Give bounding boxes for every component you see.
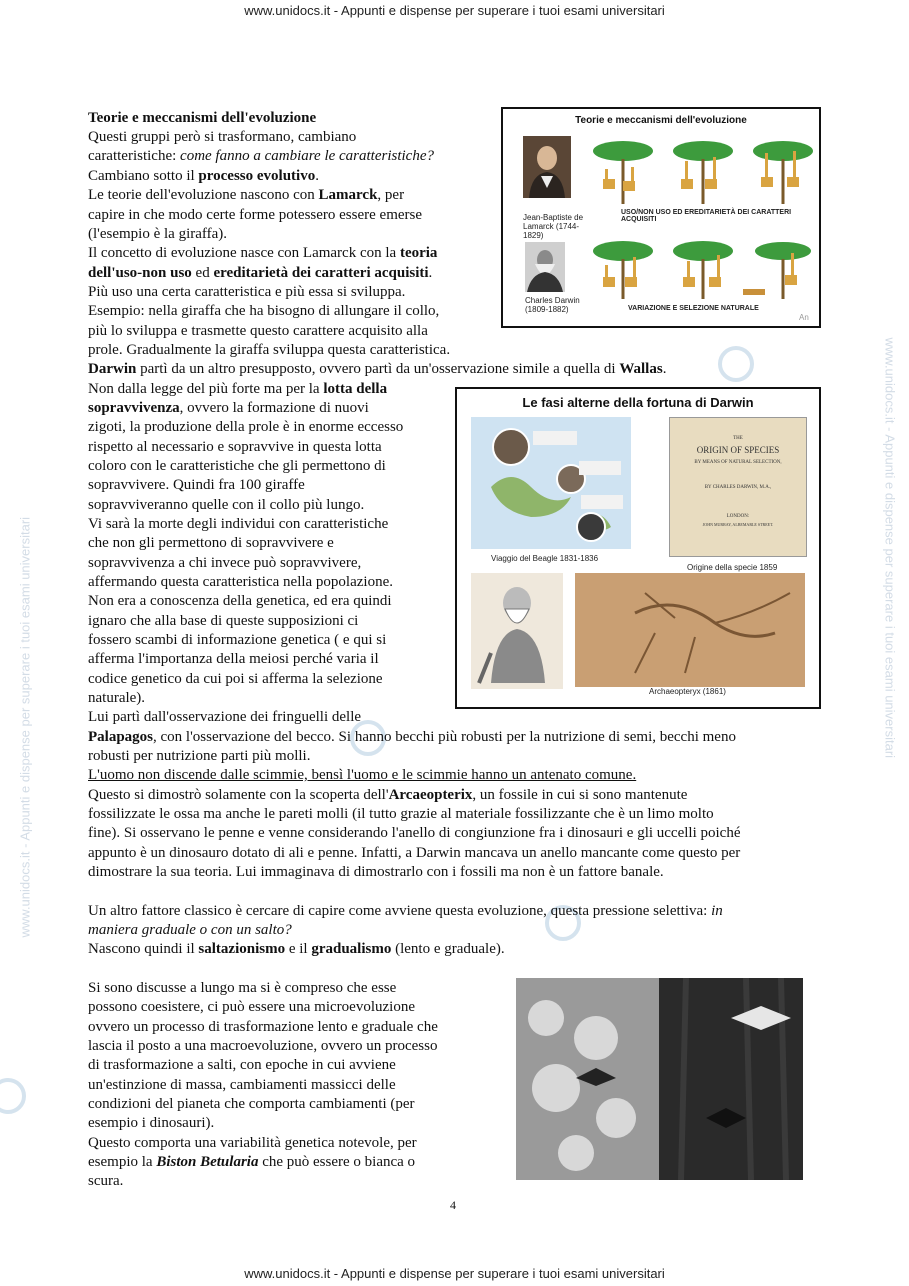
text-line: fine). Si osservano le penne e venne considerando l'anello di congiunzione fra i dinosauri e gli uccelli poiché: [88, 825, 741, 841]
text-line: rispetto al necessario e sopravvive in questa lotta: [88, 439, 382, 455]
side-watermark-left: www.unidocs.it - Appunti e dispense per superare i tuoi esami universitari: [17, 516, 33, 938]
text-line: Non dalla legge del più forte ma per la lotta della: [88, 381, 388, 397]
biston-betularia-photo: [516, 978, 803, 1180]
header-banner[interactable]: www.unidocs.it - Appunti e dispense per superare i tuoi esami universitari: [244, 3, 665, 18]
text-line: sopravvivere. Quindi fra 100 giraffe: [88, 477, 305, 493]
text-line: Questo si dimostrò solamente con la scoperta dell'Arcaeopterix, un fossile in cui si sono mantenute: [88, 787, 688, 803]
text-line: condizioni del pianeta che comporta cambiamenti (per: [88, 1096, 415, 1112]
text-line: Nascono quindi il saltazionismo e il gradualismo (lento e graduale).: [88, 941, 505, 957]
text-line: (l'esempio è la giraffa).: [88, 226, 228, 242]
unidocs-logo-watermark: [718, 346, 754, 382]
text-line: Esempio: nella giraffa che ha bisogno di allungare il collo,: [88, 303, 440, 319]
text-line: Cambiano sotto il processo evolutivo.: [88, 168, 319, 184]
galapagos-map: [471, 417, 631, 549]
text-line: codice genetico da cui poi si afferma la selezione: [88, 671, 383, 687]
text-line: Darwin partì da un altro presupposto, ovvero partì da un'osservazione simile a quella di Wallas.: [88, 361, 667, 377]
text-line-underlined: L'uomo non discende dalle scimmie, bensì l'uomo e le scimmie hanno un antenato comune.: [88, 767, 637, 783]
text-line: afferma l'importanza della meiosi perché varia il: [88, 651, 379, 667]
text-line: sopravvivenza a chi invece può sopravvivere,: [88, 555, 362, 571]
figure-corner-mark: An: [799, 313, 809, 322]
text-line: fossero scambi di informazione genetica ( e qui si: [88, 632, 387, 648]
text-line: caratteristiche: come fanno a cambiare le caratteristiche?: [88, 148, 434, 164]
text-line: più lo sviluppa e trasmette questo carattere acquisito alla: [88, 323, 428, 339]
unidocs-logo-watermark: [0, 1078, 26, 1114]
text-line: Questo comporta una variabilità genetica notevole, per: [88, 1135, 417, 1151]
archaeopteryx-fossil: [575, 573, 805, 687]
text-line: un'estinzione di massa, cambiamenti massicci delle: [88, 1077, 396, 1093]
origin-caption: Origine della specie 1859: [687, 563, 778, 572]
text-line: Palapagos, con l'osservazione del becco. Si hanno becchi più robusti per la nutrizione di semi, becchi meno: [88, 729, 736, 745]
text-line: dell'uso-non uso ed ereditarietà dei caratteri acquisiti.: [88, 265, 433, 281]
text-line: Le teorie dell'evoluzione nascono con Lamarck, per: [88, 187, 405, 203]
darwin-ape-caricature: [471, 573, 563, 689]
book-title: ORIGIN OF SPECIES: [696, 445, 780, 455]
text-line: che non gli permettono di sopravvivere e: [88, 535, 334, 551]
text-line: capire in che modo certe forme potessero essere emerse: [88, 207, 423, 223]
beagle-caption: Viaggio del Beagle 1831-1836: [491, 554, 599, 563]
text-line: sopravviveranno quelle con il collo più lungo.: [88, 497, 365, 513]
row1-label: USO/NON USO ED EREDITARIETÀ DEI CARATTERI ACQUISITI: [621, 209, 792, 223]
figure-title: Teorie e meccanismi dell'evoluzione: [575, 115, 747, 126]
text-line: ovvero un processo di trasformazione lento e graduale che: [88, 1019, 438, 1035]
text-line: affermando questa caratteristica nella popolazione.: [88, 574, 393, 590]
figure-title: Le fasi alterne della fortuna di Darwin: [522, 395, 754, 410]
text-line: ignaro che alla base di queste supposizioni ci: [88, 613, 359, 629]
text-line: maniera graduale o con un salto?: [88, 922, 292, 938]
archaeopteryx-caption: Archaeopteryx (1861): [649, 687, 726, 696]
text-line: lascia il posto a una macroevoluzione, ovvero un processo: [88, 1038, 438, 1054]
text-line: zigoti, la produzione della prole è in enorme eccesso: [88, 419, 404, 435]
origin-of-species-book: [669, 417, 807, 557]
darwin-portrait: [525, 242, 565, 292]
giraffes-row-darwin: [593, 239, 813, 299]
text-line: esempio la Biston Betularia che può essere o bianca o: [88, 1154, 416, 1170]
text-line: di trasformazione a salti, con epoche in cui avviene: [88, 1057, 396, 1073]
text-line: Questi gruppi però si trasformano, cambiano: [88, 129, 357, 145]
lamarck-caption: Jean-Baptiste de Lamarck (1744-1829): [523, 213, 584, 240]
text-line: possono coesistere, ci può essere una microevoluzione: [88, 999, 415, 1015]
text-line: dimostrare la sua teoria. Lui immaginava di dimostrarlo con i fossili ma non è un fattore banale.: [88, 864, 664, 880]
text-line: Il concetto di evoluzione nasce con Lamarck con la teoria: [88, 245, 438, 261]
text-line: fossilizzate le ossa ma anche le pareti molli (il tutto grazie al materiale fossilizzante che è un limo molto: [88, 806, 714, 822]
book-author: BY CHARLES DARWIN, M.A.,: [704, 485, 772, 490]
text-line: Un altro fattore classico è cercare di capire come avviene questa evoluzione, questa pressione selettiva: in: [88, 903, 723, 919]
darwin-caption: Charles Darwin (1809-1882): [525, 296, 580, 314]
book-subtitle: BY MEANS OF NATURAL SELECTION,: [694, 460, 782, 465]
footer-banner[interactable]: www.unidocs.it - Appunti e dispense per superare i tuoi esami universitari: [244, 1266, 665, 1281]
lamarck-portrait: [523, 136, 571, 198]
book-place: LONDON:: [726, 514, 750, 519]
text-line: appunto è un dinosauro dotato di ali e penne. Infatti, a Darwin mancava un anello mancante come questo per: [88, 845, 741, 861]
text-line: scura.: [88, 1173, 124, 1189]
book-the: THE: [733, 436, 743, 441]
row2-label: VARIAZIONE E SELEZIONE NATURALE: [628, 305, 759, 312]
text-line: Non era a conoscenza della genetica, ed era quindi: [88, 593, 392, 609]
text-line: naturale).: [88, 690, 146, 706]
side-watermark-right: www.unidocs.it - Appunti e dispense per superare i tuoi esami universitari: [882, 337, 898, 759]
section-heading: Teorie e meccanismi dell'evoluzione: [88, 110, 317, 126]
text-line: prole. Gradualmente la giraffa sviluppa questa caratteristica.: [88, 342, 451, 358]
figure-darwin-fortune: [455, 387, 821, 709]
text-line: coloro con le caratteristiche che gli permettono di: [88, 458, 386, 474]
text-line: Lui partì dall'osservazione dei fringuelli delle: [88, 709, 362, 725]
text-line: sopravvivenza, ovvero la formazione di nuovi: [88, 400, 369, 416]
book-publisher: JOHN MURRAY, ALBEMARLE STREET.: [702, 522, 774, 527]
figure-lamarck-darwin: [501, 107, 821, 328]
page-number: 4: [450, 1198, 456, 1212]
text-line: Si sono discusse a lungo ma si è compreso che esse: [88, 980, 397, 996]
text-line: Vi sarà la morte degli individui con caratteristiche: [88, 516, 389, 532]
text-line: Più uso una certa caratteristica e più essa si sviluppa.: [88, 284, 406, 300]
text-line: esempio i dinosauri).: [88, 1115, 215, 1131]
giraffes-row-lamarck: [593, 139, 813, 204]
text-line: robusti per nutrizione parti più molli.: [88, 748, 311, 764]
